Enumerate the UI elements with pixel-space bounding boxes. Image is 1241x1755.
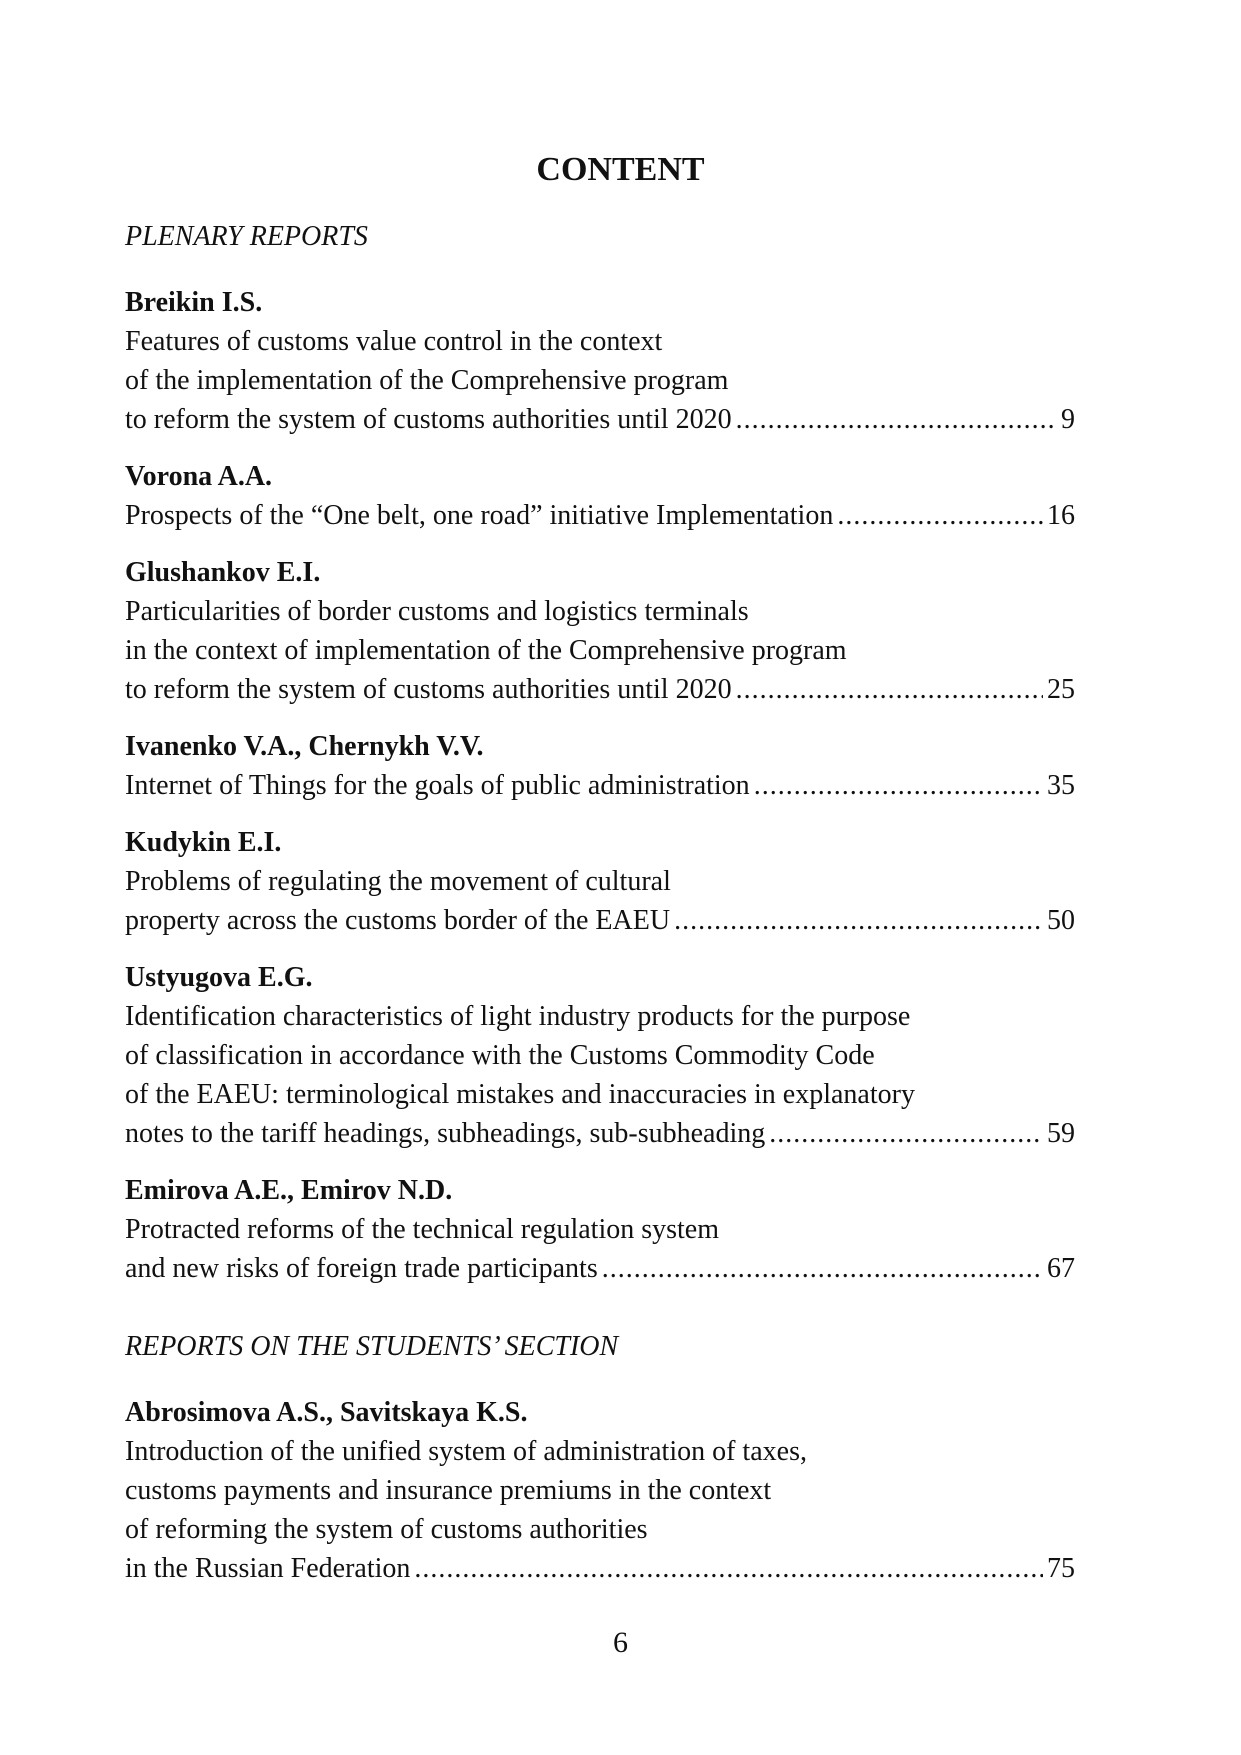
entry-leader-line [125, 1114, 1075, 1153]
page-title: CONTENT [536, 151, 705, 188]
section-heading-students: REPORTS ON THE STUDENTS’ SECTION [125, 1331, 619, 1362]
entry-title-line: of the implementation of the Comprehensive program [125, 365, 729, 396]
entry-title-line: to reform the system of customs authorities until 2020 [125, 674, 732, 705]
entry-page-number: 67 [1047, 1253, 1075, 1284]
entry-authors: Kudykin E.I. [125, 827, 282, 858]
entry-title-line: Prospects of the “One belt, one road” initiative Implementation [125, 500, 834, 531]
dot-leader [769, 1114, 1043, 1153]
entry-authors: Vorona A.A. [125, 461, 273, 492]
toc-entry-vorona [125, 457, 1075, 535]
entry-leader-line [125, 670, 1075, 709]
entry-title-line: Features of customs value control in the context [125, 326, 663, 357]
toc-entry-emirova [125, 1171, 1075, 1288]
dot-leader [602, 1249, 1043, 1288]
toc-entry-ustyugova [125, 958, 1075, 1153]
entry-page-number: 35 [1047, 770, 1075, 801]
entry-title-line: Problems of regulating the movement of cultural [125, 866, 671, 897]
dot-leader [736, 400, 1057, 439]
toc-entry-glushankov [125, 553, 1075, 709]
entry-leader-line [125, 1549, 1075, 1588]
dot-leader [674, 901, 1043, 940]
entry-title-line: of the EAEU: terminological mistakes and inaccuracies in explanatory [125, 1079, 915, 1110]
entry-page-number: 25 [1047, 674, 1075, 705]
section-heading-plenary: PLENARY REPORTS [125, 221, 368, 252]
toc-entry-ivanenko [125, 727, 1075, 805]
toc-entry-abrosimova [125, 1393, 1075, 1588]
entry-title-line: Introduction of the unified system of administration of taxes, [125, 1436, 807, 1467]
entry-page-number: 50 [1047, 905, 1075, 936]
dot-leader [736, 670, 1043, 709]
entry-leader-line [125, 1249, 1075, 1288]
entry-leader-line [125, 496, 1075, 535]
entry-authors: Ivanenko V.A., Chernykh V.V. [125, 731, 484, 762]
toc-entry-breikin [125, 283, 1075, 439]
entry-page-number: 59 [1047, 1118, 1075, 1149]
entry-page-number: 16 [1047, 500, 1075, 531]
entry-title-line: in the context of implementation of the Comprehensive program [125, 635, 847, 666]
entry-page-number: 9 [1061, 404, 1075, 435]
entry-title-line: property across the customs border of the EAEU [125, 905, 671, 936]
entry-title-line: of classification in accordance with the Customs Commodity Code [125, 1040, 875, 1071]
entry-authors: Emirova A.E., Emirov N.D. [125, 1175, 453, 1206]
toc-entry-kudykin [125, 823, 1075, 940]
entry-title-line: in the Russian Federation [125, 1553, 411, 1584]
entry-authors: Glushankov E.I. [125, 557, 321, 588]
entry-leader-line [125, 901, 1075, 940]
table-of-contents [125, 218, 1075, 1606]
entry-title-line: customs payments and insurance premiums in the context [125, 1475, 772, 1506]
entry-title-line: notes to the tariff headings, subheadings, sub-subheading [125, 1118, 766, 1149]
dot-leader [754, 766, 1043, 805]
entry-title-line: to reform the system of customs authorities until 2020 [125, 404, 732, 435]
entry-page-number: 75 [1047, 1553, 1075, 1584]
entry-title-line: and new risks of foreign trade participants [125, 1253, 598, 1284]
entry-leader-line [125, 400, 1075, 439]
entry-title-line: Particularities of border customs and logistics terminals [125, 596, 749, 627]
entry-title-line: of reforming the system of customs authorities [125, 1514, 648, 1545]
dot-leader [837, 496, 1043, 535]
entry-authors: Abrosimova A.S., Savitskaya K.S. [125, 1397, 528, 1428]
entry-title-line: Protracted reforms of the technical regulation system [125, 1214, 720, 1245]
entry-title-line: Internet of Things for the goals of public administration [125, 770, 750, 801]
dot-leader [414, 1549, 1043, 1588]
page-number: 6 [613, 1626, 628, 1659]
entry-title-line: Identification characteristics of light industry products for the purpose [125, 1001, 911, 1032]
entry-leader-line [125, 766, 1075, 805]
entry-authors: Breikin I.S. [125, 287, 263, 318]
entry-authors: Ustyugova E.G. [125, 962, 313, 993]
